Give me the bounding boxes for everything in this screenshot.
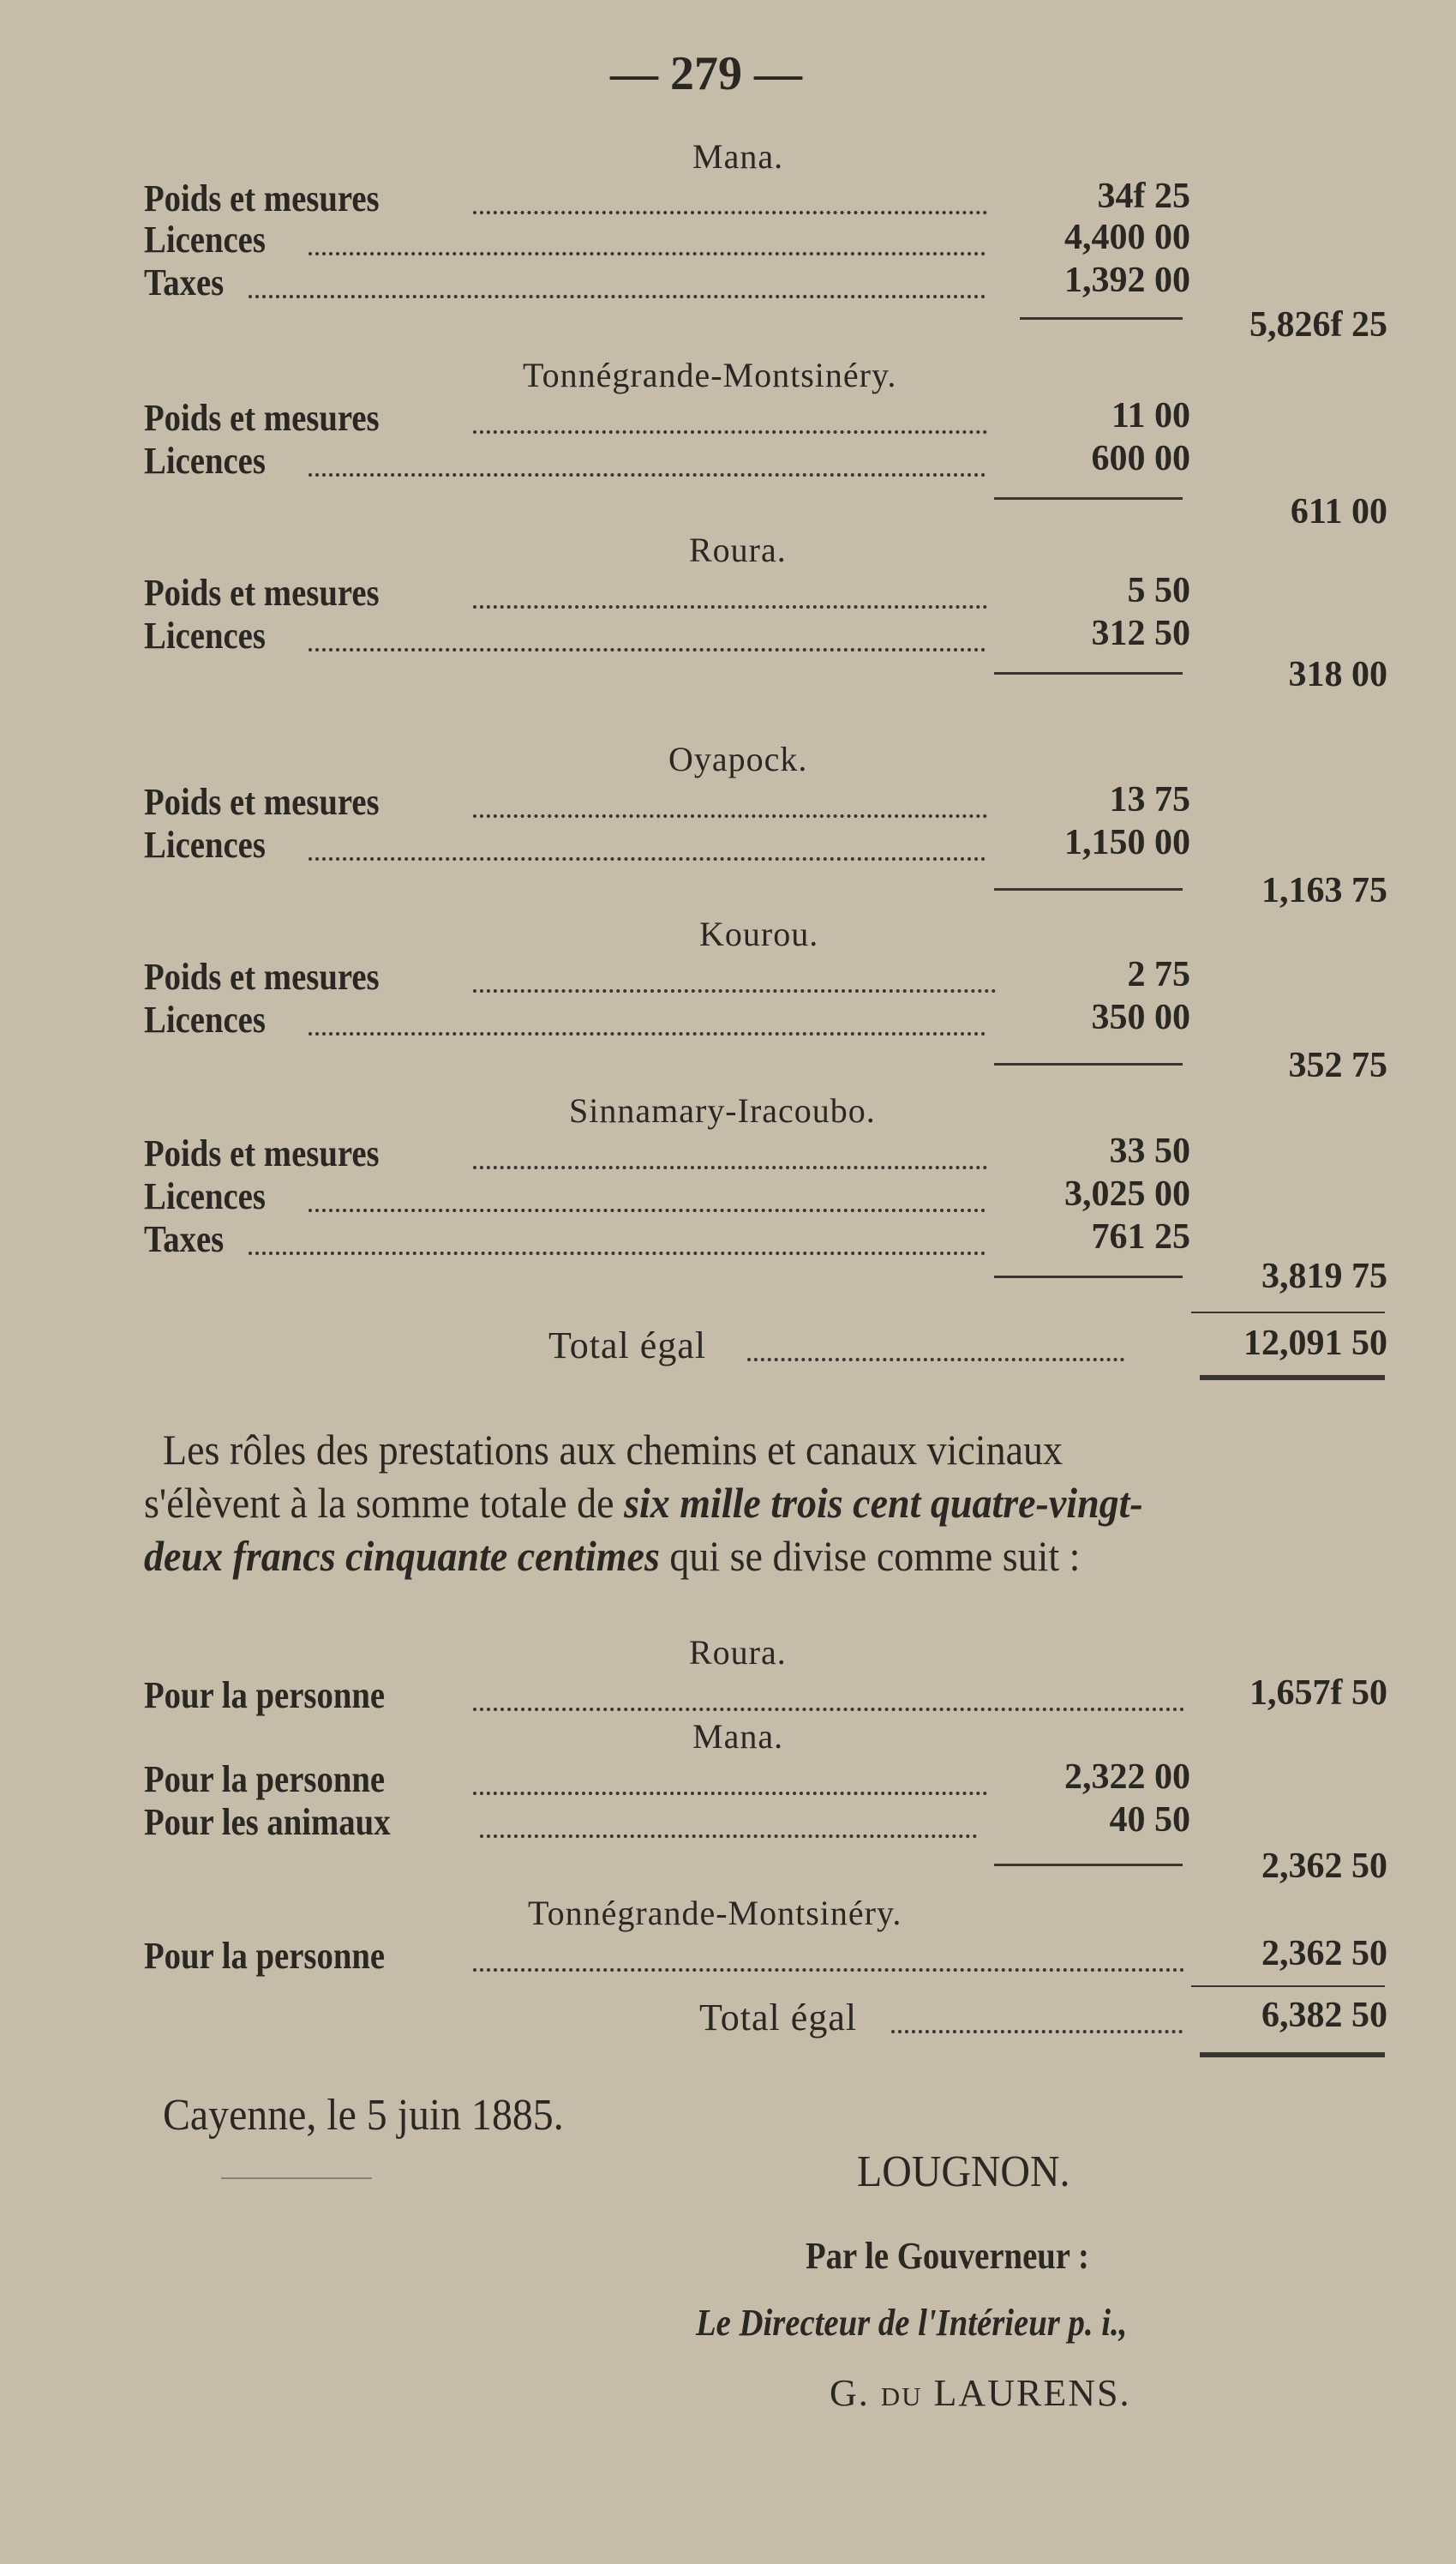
leader-dots [309,648,986,652]
subtotal: 3,819 75 [1261,1257,1387,1296]
heading-mana-prestations: Mana. [692,1717,784,1756]
row-amount: 34f 25 [1097,177,1190,216]
leader-dots [309,473,986,477]
row-label: Poids et mesures [144,572,380,614]
leader-dots [473,605,987,609]
row-label: Licences [144,1175,266,1217]
leader-dots [473,1166,987,1169]
row-label: Poids et mesures [144,956,380,998]
leader-dots [473,989,996,993]
subtotal: 1,163 75 [1261,871,1387,910]
row-amount: 3,025 00 [1064,1174,1190,1214]
row-amount: 1,657f 50 [1249,1673,1387,1713]
total-label-prestations: Total égal [699,1997,858,2039]
row-amount: 11 00 [1111,396,1190,435]
heading-tonnegrande: Tonnégrande-Montsinéry. [523,356,897,394]
row-label: Licences [144,999,266,1041]
heading-roura-prestations: Roura. [689,1633,787,1672]
row-label: Poids et mesures [144,1132,380,1174]
row-amount: 5 50 [1127,571,1190,610]
row-amount: 600 00 [1091,439,1190,478]
leader-dots [309,1209,986,1212]
subtotal: 611 00 [1290,492,1387,531]
leader-dots [473,430,987,434]
heading-mana: Mana. [692,137,784,176]
row-amount: 2,322 00 [1064,1757,1190,1797]
grand-total-prestations: 6,382 50 [1261,1996,1387,2035]
subtotal: 5,826f 25 [1249,305,1387,345]
sum-rule [994,672,1183,675]
leader-dots [249,295,986,298]
paragraph-line-2: s'élèvent à la somme totale de six mille trois cent quatre-vingt- [144,1479,1143,1527]
par-le-gouverneur: Par le Gouverneur : [806,2235,1089,2277]
row-amount: 312 50 [1091,614,1190,653]
row-amount: 33 50 [1109,1132,1190,1171]
heading-tonnegrande-prestations: Tonnégrande-Montsinéry. [528,1894,902,1932]
row-label: Licences [144,219,266,261]
total-rule [1191,1312,1385,1313]
directeur-line: Le Directeur de l'Intérieur p. i., [696,2302,1128,2344]
row-label: Poids et mesures [144,177,380,219]
row-amount: 40 50 [1109,1800,1190,1840]
sum-rule [1020,317,1183,320]
row-amount: 1,392 00 [1064,261,1190,300]
row-label: Pour la personne [144,1758,386,1800]
subtotal: 352 75 [1288,1046,1387,1085]
heading-sinnamary: Sinnamary-Iracoubo. [569,1091,876,1130]
row-label: Poids et mesures [144,397,380,439]
heading-oyapock: Oyapock. [668,740,808,778]
date-line: Cayenne, le 5 juin 1885. [163,2091,564,2140]
row-amount: 2,362 50 [1261,1934,1387,1973]
page-number: — 279 — [610,47,802,100]
signatory-name: G. du LAURENS. [830,2372,1131,2414]
leader-dots [249,1252,986,1255]
row-amount: 350 00 [1091,998,1190,1037]
row-label: Pour la personne [144,1935,386,1977]
paragraph-line-3: deux francs cinquante centimes qui se divise comme suit : [144,1532,1081,1580]
row-label: Poids et mesures [144,781,380,823]
leader-dots [473,1968,1184,1972]
subtotal: 318 00 [1288,655,1387,694]
leader-dots [473,814,987,818]
total-label: Total égal [548,1324,707,1366]
row-label: Taxes [144,261,225,303]
leader-dots [473,1792,987,1795]
row-amount: 761 25 [1091,1217,1190,1257]
row-label: Licences [144,615,266,657]
row-amount: 2 75 [1127,955,1190,994]
sum-rule [994,1063,1183,1066]
row-amount: 13 75 [1109,780,1190,820]
row-amount: 4,400 00 [1064,218,1190,257]
leader-dots [891,2030,1183,2033]
row-label: Taxes [144,1218,225,1260]
total-double-rule [1200,1375,1385,1380]
sum-rule [994,497,1183,500]
paragraph-line-1: Les rôles des prestations aux chemins et canaux vicinaux [163,1426,1064,1474]
leader-dots [747,1358,1124,1361]
sum-rule [994,1276,1183,1278]
ink-dash [221,2177,372,2179]
leader-dots [309,1032,986,1036]
leader-dots [480,1834,977,1838]
row-label: Licences [144,440,266,482]
grand-total: 12,091 50 [1243,1324,1387,1363]
row-label: Pour la personne [144,1674,386,1716]
total-rule [1191,1985,1385,1987]
leader-dots [473,211,987,214]
heading-roura: Roura. [689,531,787,569]
leader-dots [309,857,986,861]
leader-dots [309,252,986,255]
total-double-rule [1200,2052,1385,2057]
row-label: Pour les animaux [144,1801,391,1843]
leader-dots [473,1708,1184,1711]
sum-rule [994,1864,1183,1866]
signature-name: LOUGNON. [857,2147,1070,2196]
heading-kourou: Kourou. [699,915,819,953]
row-label: Licences [144,824,266,866]
sum-rule [994,888,1183,891]
row-amount: 1,150 00 [1064,823,1190,862]
subtotal: 2,362 50 [1261,1846,1387,1886]
